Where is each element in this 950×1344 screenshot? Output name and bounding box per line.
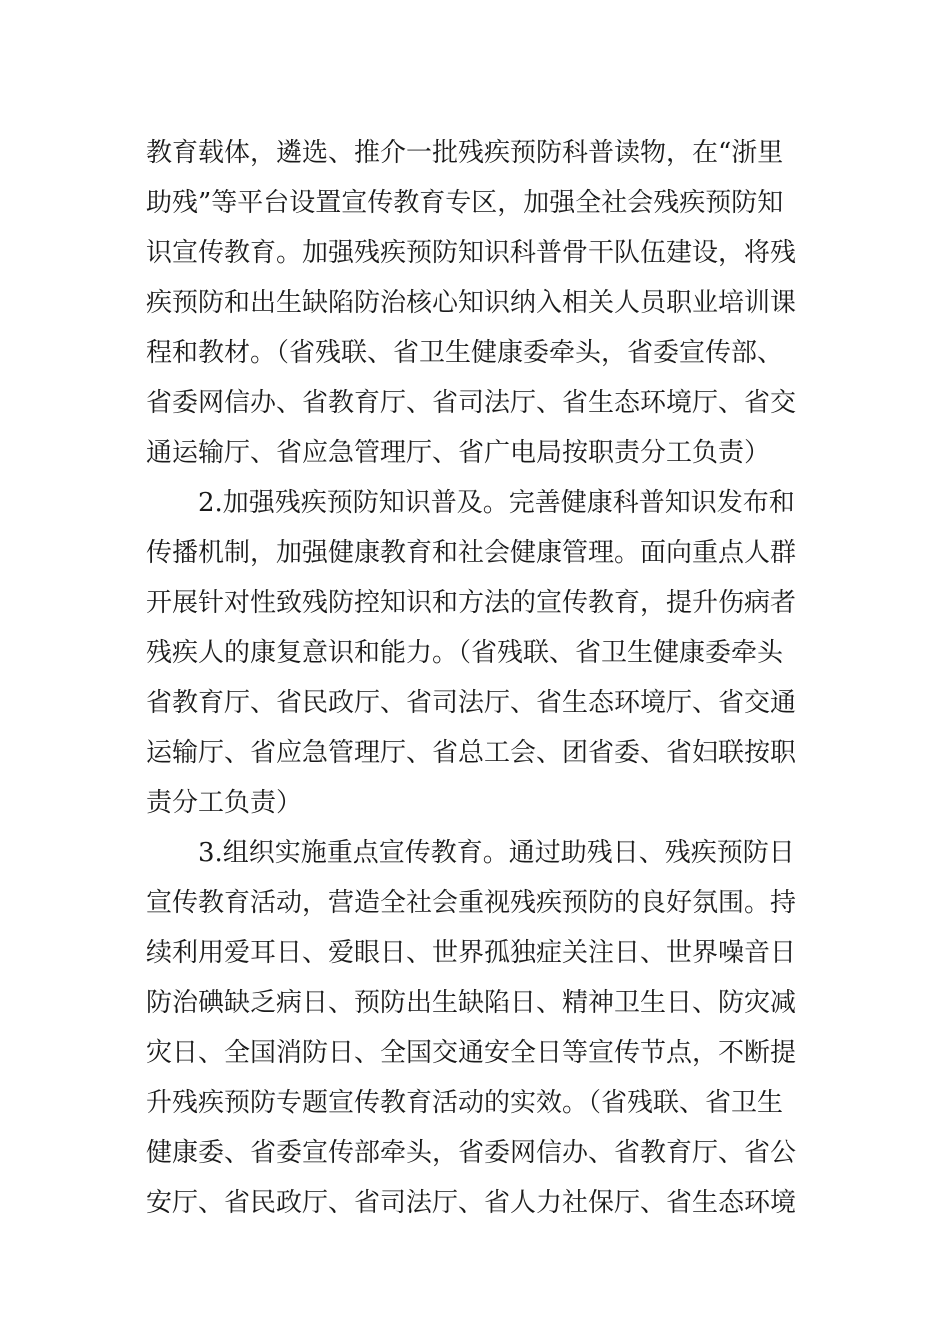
text-line: 疾预防和出生缺陷防治核心知识纳入相关人员职业培训课 bbox=[146, 288, 797, 318]
text-line: 通运输厅、省应急管理厅、省广电局按职责分工负责） bbox=[146, 438, 771, 468]
paragraph-2-first-line: 2.加强残疾预防知识普及。完善健康科普知识发布和 bbox=[198, 488, 795, 518]
text-line: 防治碘缺乏病日、预防出生缺陷日、精神卫生日、防灾减 bbox=[146, 988, 797, 1018]
text-line: 传播机制，加强健康教育和社会健康管理。面向重点人群 bbox=[146, 538, 797, 568]
paragraph-3-first-line: 3.组织实施重点宣传教育。通过助残日、残疾预防日 bbox=[198, 838, 795, 868]
text-line: 识宣传教育。加强残疾预防知识科普骨干队伍建设，将残 bbox=[146, 238, 797, 268]
text-line: 灾日、全国消防日、全国交通安全日等宣传节点，不断提 bbox=[146, 1038, 797, 1068]
text-line: 教育载体，遴选、推介一批残疾预防科普读物，在“浙里 bbox=[146, 138, 784, 168]
text-line: 安厅、省民政厅、省司法厅、省人力社保厅、省生态环境 bbox=[146, 1188, 797, 1218]
text-line: 程和教材。（省残联、省卫生健康委牵头，省委宣传部、 bbox=[146, 338, 784, 368]
text-line: 升残疾预防专题宣传教育活动的实效。（省残联、省卫生 bbox=[146, 1088, 784, 1118]
text-line: 责分工负责） bbox=[146, 788, 303, 818]
text-line: 续利用爱耳日、爱眼日、世界孤独症关注日、世界噪音日 bbox=[146, 938, 797, 968]
text-line: 健康委、省委宣传部牵头，省委网信办、省教育厅、省公 bbox=[146, 1138, 797, 1168]
text-line: 宣传教育活动，营造全社会重视残疾预防的良好氛围。持 bbox=[146, 888, 797, 918]
text-line: 开展针对性致残防控知识和方法的宣传教育，提升伤病者 bbox=[146, 588, 797, 618]
body-text bbox=[146, 128, 816, 1228]
text-line: 残疾人的康复意识和能力。（省残联、省卫生健康委牵头 bbox=[146, 638, 784, 668]
text-line: 省教育厅、省民政厅、省司法厅、省生态环境厅、省交通 bbox=[146, 688, 797, 718]
text-line: 助残”等平台设置宣传教育专区，加强全社会残疾预防知 bbox=[146, 188, 784, 218]
text-line: 运输厅、省应急管理厅、省总工会、团省委、省妇联按职 bbox=[146, 738, 797, 768]
text-line: 省委网信办、省教育厅、省司法厅、省生态环境厅、省交 bbox=[146, 388, 797, 418]
